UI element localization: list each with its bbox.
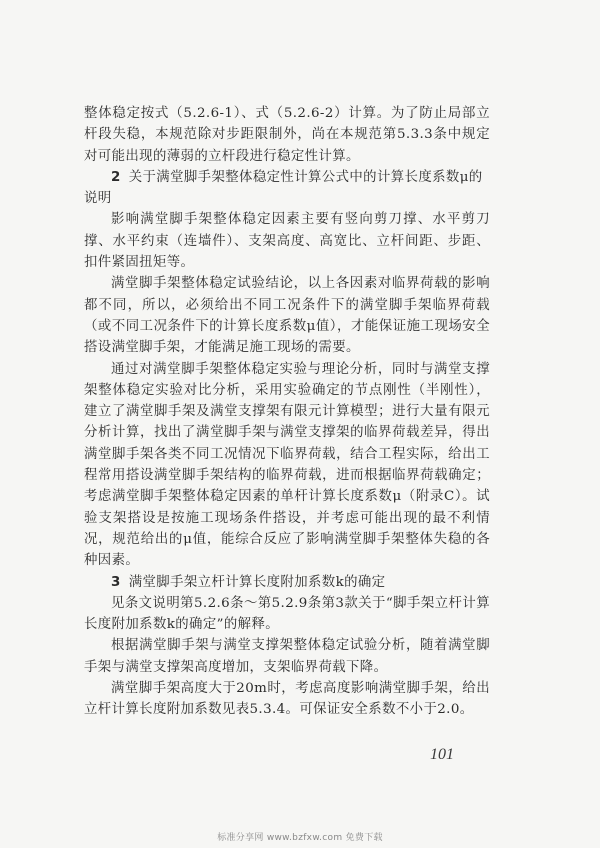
paragraph-stability-formula: 整体稳定按式（5.2.6-1）、式（5.2.6-2）计算。为了防止局部立杆段失稳，本规范除对步距限制外，尚在本规范第5.3.3条中规定对可能出现的薄弱的立杆段进行稳定性计算。 [84,106,490,164]
page-number: 101 [430,746,454,763]
footer-watermark: 标准分享网 www.bzfxw.com 免费下载 [217,833,383,843]
paragraph-height-effect: 根据满堂脚手架与满堂支撑架整体稳定试验分析，随着满堂脚手架与满堂支撑架高度增加，支架临界荷载下降。 [84,638,490,675]
section-heading-3 [84,572,490,593]
page-body [84,103,490,721]
section-number: 3 [111,574,121,590]
section-title: 满堂脚手架立杆计算长度附加系数k的确定 [128,574,386,590]
paragraph-height-coefficient: 满堂脚手架高度大于20m时，考虑高度影响满堂脚手架，给出立杆计算长度附加系数见表5.3.4。可保证安全系数不小于2.0。 [84,681,490,718]
paragraph-reference: 见条文说明第5.2.6条～第5.2.9条第3款关于“脚手架立杆计算长度附加系数k的确定”的解释。 [84,595,490,633]
section-title: 关于满堂脚手架整体稳定性计算公式中的计算长度系数μ的说明 [84,169,483,207]
section-heading-2 [84,167,490,210]
paragraph-test-conclusion: 满堂脚手架整体稳定试验结论，以上各因素对临界荷载的影响都不同，所以，必须给出不同工况条件下的满堂脚手架临界荷载（或不同工况条件下的计算长度系数μ值），才能保证施工现场安全搭设满堂脚手架，才能满足施工现场的需要。 [84,276,490,356]
paragraph-analysis-method: 通过对满堂脚手架整体稳定实验与理论分析，同时与满堂支撑架整体稳定实验对比分析，采用实验确定的节点刚性（半刚性），建立了满堂脚手架及满堂支撑架有限元计算模型；进行大量有限元分析计算，找出了满堂脚手架与满堂支撑架的临界荷载差异，得出满堂脚手架各类不同工况情况下临界荷载，结合工程实际，给出工程常用搭设满堂脚手架结构的临界荷载，进而根据临界荷载确定；考虑满堂脚手架整体稳定因素的单杆计算长度系数μ（附录C）。试验支架搭设是按施工现场条件搭设，并考虑可能出现的最不利情况，规范给出的μ值，能综合反应了影响满堂脚手架整体失稳的各种因素。 [84,361,490,569]
paragraph-stability-factors: 影响满堂脚手架整体稳定因素主要有竖向剪刀撑、水平剪刀撑、水平约束（连墙件）、支架高度、高宽比、立杆间距、步距、扣件紧固扭矩等。 [84,212,490,271]
section-number: 2 [111,169,121,185]
